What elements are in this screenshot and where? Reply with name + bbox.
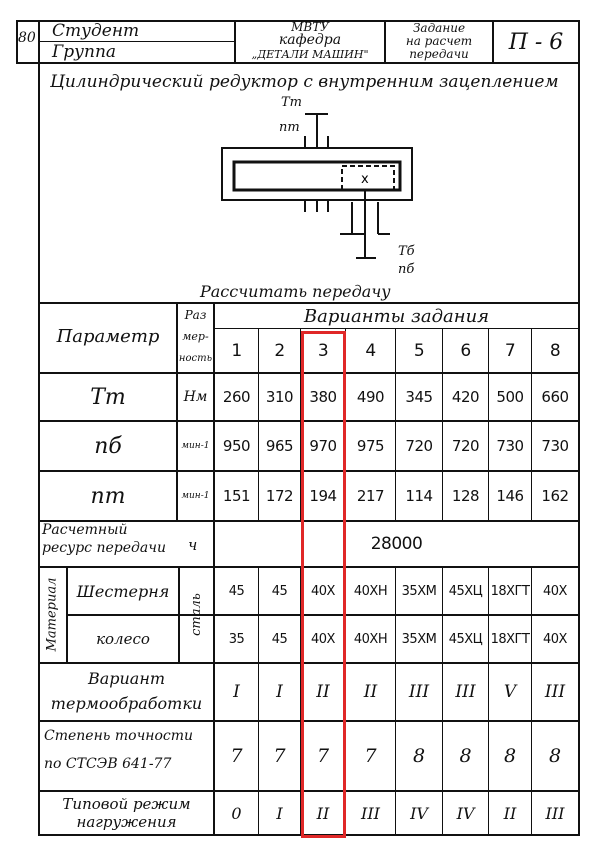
value-wheel-material-7: 18ХГТ [490, 631, 530, 647]
value-accuracy-2: 7 [273, 745, 286, 767]
value-accuracy-3: 7 [316, 745, 330, 767]
value-input-speed-1: 151 [222, 487, 251, 505]
value-heat-treatment-4: II [363, 682, 378, 702]
variant-number-1: 1 [231, 341, 242, 361]
value-pinion-material-1: 45 [228, 583, 245, 599]
sheet-number: 80 [18, 30, 36, 46]
value-pinion-material-4: 40ХН [353, 583, 388, 599]
gearbox-housing [222, 148, 412, 200]
value-input-speed-3: 194 [309, 487, 337, 505]
value-input-speed-7: 146 [496, 487, 524, 505]
value-accuracy-7: 8 [503, 745, 517, 767]
value-input-torque-8: 660 [541, 388, 569, 406]
value-accuracy-1: 7 [230, 745, 243, 767]
pinion-label: Шестерня [76, 581, 170, 601]
value-heat-treatment-7: V [503, 682, 517, 702]
variant-number-5: 5 [413, 341, 425, 361]
student-label: Студент [52, 21, 140, 41]
value-input-torque-2: 310 [265, 388, 294, 406]
value-heat-treatment-1: I [233, 682, 240, 702]
value-accuracy-4: 7 [364, 745, 377, 767]
value-accuracy-5: 8 [412, 745, 426, 767]
row-label-output-speed: nб [94, 433, 122, 459]
value-heat-treatment-3: II [316, 682, 330, 702]
value-input-torque-5: 345 [405, 388, 433, 406]
variant-number-4: 4 [365, 341, 376, 361]
material-group-cell [38, 566, 66, 662]
value-pinion-material-5: 35ХМ [401, 583, 437, 599]
value-input-speed-5: 114 [405, 487, 433, 505]
material-unit-label: сталь [189, 592, 204, 636]
wheel-label: колесо [96, 630, 150, 648]
department-label: кафедра [278, 31, 342, 48]
header-bottom-line [16, 62, 580, 64]
value-output-speed-7: 730 [496, 437, 524, 455]
input-torque-label: Tт [281, 95, 302, 110]
row-label-input-torque: Tт [90, 384, 126, 410]
param-header: Параметр [56, 325, 160, 347]
resource-unit: ч [188, 536, 198, 554]
task-label-line3: передачи [409, 46, 469, 61]
variant-3-highlight [301, 331, 346, 838]
value-load-mode-7: II [503, 803, 517, 823]
value-accuracy-8: 8 [548, 745, 562, 767]
value-load-mode-6: IV [456, 803, 475, 823]
value-output-speed-4: 975 [356, 437, 385, 455]
value-output-speed-3: 970 [309, 437, 337, 455]
department-name: „ДЕТАЛИ МАШИН" [251, 47, 369, 61]
task-label-line1: Задание [412, 20, 466, 35]
value-pinion-material-6: 45ХЦ [448, 583, 483, 599]
subtitle: Рассчитать передачу [200, 282, 391, 301]
value-heat-treatment-6: III [455, 682, 476, 702]
heat-label-line2: термообработки [50, 693, 203, 713]
value-pinion-material-7: 18ХГТ [490, 583, 530, 599]
variants-header-line [215, 328, 580, 329]
value-input-speed-2: 172 [265, 487, 294, 505]
value-input-torque-6: 420 [451, 388, 480, 406]
task-label-line2: на расчет [405, 33, 473, 48]
load-label-line1: Типовой режим [62, 795, 191, 813]
value-input-speed-8: 162 [541, 487, 569, 505]
variant-number-8: 8 [549, 341, 561, 361]
value-wheel-material-6: 45ХЦ [448, 631, 483, 647]
resource-value: 28000 [370, 534, 423, 554]
value-load-mode-5: IV [410, 803, 428, 823]
accuracy-label-line1: Степень точности [44, 728, 194, 744]
value-input-torque-1: 260 [222, 388, 251, 406]
value-wheel-material-2: 45 [271, 631, 288, 647]
row-unit-input-torque: Нм [183, 389, 208, 405]
accuracy-label-line2: по СТСЭВ 641-77 [44, 756, 172, 772]
value-wheel-material-4: 40ХН [353, 631, 388, 647]
output-speed-label: nб [398, 262, 415, 277]
input-speed-label: nт [279, 120, 300, 135]
value-load-mode-1: 0 [231, 803, 242, 823]
pinion-mark: x [361, 172, 369, 187]
resource-label-line1: Расчетный [42, 522, 128, 538]
row-label-input-speed: nт [90, 483, 126, 509]
value-load-mode-8: III [545, 803, 565, 823]
material-unit-cell [180, 566, 213, 662]
group-label: Группа [52, 42, 117, 62]
heat-label-line1: Вариант [87, 668, 166, 688]
output-torque-label: Tб [398, 244, 415, 259]
unit-header-line2: мер- [182, 329, 209, 343]
resource-label-line2: ресурс передачи [42, 540, 166, 556]
value-load-mode-3: II [316, 803, 330, 823]
load-label-line2: нагружения [76, 813, 177, 831]
value-wheel-material-8: 40Х [543, 631, 567, 647]
value-heat-treatment-8: III [544, 682, 566, 702]
value-pinion-material-2: 45 [271, 583, 288, 599]
value-heat-treatment-5: III [408, 682, 430, 702]
variant-number-7: 7 [504, 341, 516, 361]
variant-number-6: 6 [460, 341, 471, 361]
value-wheel-material-3: 40Х [311, 631, 335, 647]
institute-name: МВТУ [291, 19, 329, 34]
variant-number-3: 3 [317, 341, 329, 361]
value-output-speed-1: 950 [222, 437, 251, 455]
variants-header: Варианты задания [303, 305, 490, 327]
value-output-speed-8: 730 [541, 437, 569, 455]
material-group-label: Материал [44, 577, 60, 651]
value-wheel-material-1: 35 [228, 631, 245, 647]
value-accuracy-6: 8 [459, 745, 472, 767]
frame-right-line [578, 20, 580, 835]
value-input-torque-4: 490 [356, 388, 385, 406]
row-unit-input-speed: мин-1 [181, 491, 210, 501]
task-code: П - 6 [508, 29, 564, 55]
unit-header-line1: Раз [184, 308, 207, 322]
value-load-mode-2: I [276, 803, 283, 823]
value-input-torque-7: 500 [496, 388, 524, 406]
value-input-speed-4: 217 [356, 487, 385, 505]
value-output-speed-2: 965 [265, 437, 294, 455]
value-heat-treatment-2: I [276, 682, 283, 702]
value-pinion-material-8: 40Х [543, 583, 567, 599]
value-pinion-material-3: 40Х [311, 583, 335, 599]
value-input-speed-6: 128 [451, 487, 480, 505]
value-load-mode-4: III [361, 803, 380, 823]
value-input-torque-3: 380 [309, 388, 337, 406]
value-output-speed-6: 720 [451, 437, 480, 455]
value-wheel-material-5: 35ХМ [401, 631, 437, 647]
variant-number-2: 2 [274, 341, 285, 361]
page-title: Цилиндрический редуктор с внутренним зацеплением [50, 72, 559, 92]
unit-header-line3: ность [178, 352, 213, 364]
value-output-speed-5: 720 [405, 437, 433, 455]
row-unit-output-speed: мин-1 [181, 441, 210, 451]
